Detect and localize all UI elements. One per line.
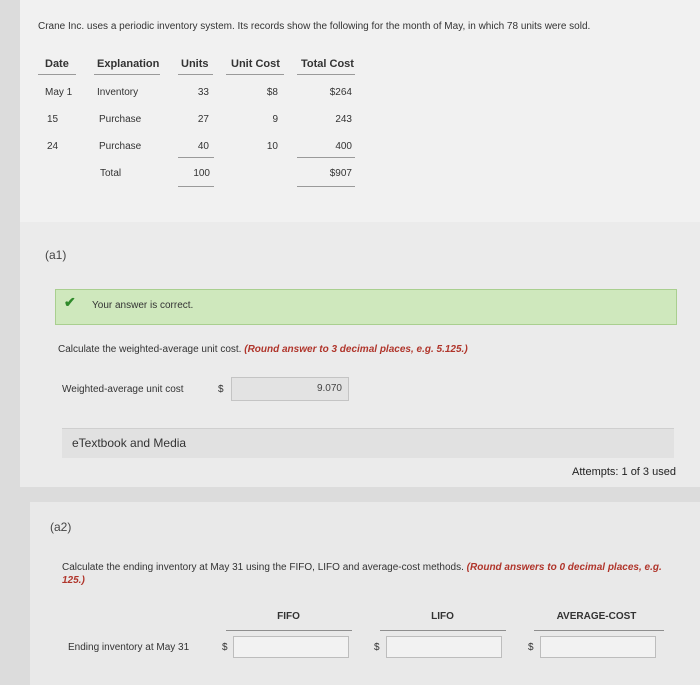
header-underline <box>226 74 284 75</box>
header-explanation: Explanation <box>97 58 160 70</box>
table-cell-unit-cost: 10 <box>266 141 278 152</box>
table-cell-units: 27 <box>197 114 209 125</box>
header-underline <box>297 74 355 75</box>
table-cell-explanation: Purchase <box>99 141 142 152</box>
header-total-cost: Total Cost <box>301 58 354 70</box>
checkmark-icon: ✔ <box>64 294 76 310</box>
header-unit-cost: Unit Cost <box>231 58 280 70</box>
a1-instruction: Calculate the weighted-average unit cost. (Round answer to 3 decimal places, e.g. 5.125.) <box>58 344 468 355</box>
column-lifo: LIFO <box>431 611 454 622</box>
problem-statement: Crane Inc. uses a periodic inventory system. Its records show the following for the month of May, in which 78 units were sold. <box>38 21 591 32</box>
table-cell-unit-cost: 9 <box>272 114 278 125</box>
table-cell-total-cost: $264 <box>329 87 352 98</box>
table-cell-explanation: Purchase <box>99 114 142 125</box>
etextbook-media-link[interactable]: eTextbook and Media <box>72 436 187 450</box>
table-cell-unit-cost: $8 <box>266 87 278 98</box>
table-total-cost: $907 <box>329 168 352 179</box>
sum-line <box>297 157 355 158</box>
table-cell-total-cost: 400 <box>335 141 352 152</box>
column-fifo: FIFO <box>277 611 300 622</box>
column-underline <box>534 630 664 631</box>
attempts-counter: Attempts: 1 of 3 used <box>572 466 676 478</box>
weighted-average-input[interactable]: 9.070 <box>231 377 349 401</box>
column-average-cost: AVERAGE-COST <box>556 611 637 622</box>
header-units: Units <box>181 58 209 70</box>
table-total-label: Total <box>100 168 122 179</box>
header-underline <box>94 74 160 75</box>
lifo-input[interactable] <box>386 636 502 658</box>
currency-symbol: $ <box>218 384 224 395</box>
column-underline <box>226 630 352 631</box>
a2-instruction: Calculate the ending inventory at May 31 using the FIFO, LIFO and average-cost methods. (Round answers to 0 decimal places, e.g. 125.) <box>62 562 662 586</box>
header-underline <box>178 74 213 75</box>
average-cost-input[interactable] <box>540 636 656 658</box>
table-cell-date: 24 <box>47 141 59 152</box>
total-double-line <box>178 186 214 187</box>
part-a2-label: (a2) <box>50 520 72 534</box>
currency-symbol: $ <box>374 642 380 653</box>
column-underline <box>380 630 506 631</box>
ending-inventory-label: Ending inventory at May 31 <box>68 642 190 653</box>
problem-panel <box>20 0 700 222</box>
currency-symbol: $ <box>528 642 534 653</box>
sum-line <box>178 157 214 158</box>
correct-message: Your answer is correct. <box>92 300 194 311</box>
total-double-line <box>297 186 355 187</box>
table-cell-date: 15 <box>47 114 59 125</box>
fifo-input[interactable] <box>233 636 349 658</box>
table-cell-units: 33 <box>197 87 209 98</box>
table-cell-total-cost: 243 <box>335 114 352 125</box>
table-cell-date: May 1 <box>45 87 73 98</box>
currency-symbol: $ <box>222 642 228 653</box>
table-total-units: 100 <box>193 168 210 179</box>
header-underline <box>38 74 76 75</box>
weighted-average-label: Weighted-average unit cost <box>62 384 184 395</box>
table-cell-units: 40 <box>197 141 209 152</box>
table-cell-explanation: Inventory <box>97 87 139 98</box>
header-date: Date <box>45 58 69 70</box>
part-a1-label: (a1) <box>45 248 67 262</box>
